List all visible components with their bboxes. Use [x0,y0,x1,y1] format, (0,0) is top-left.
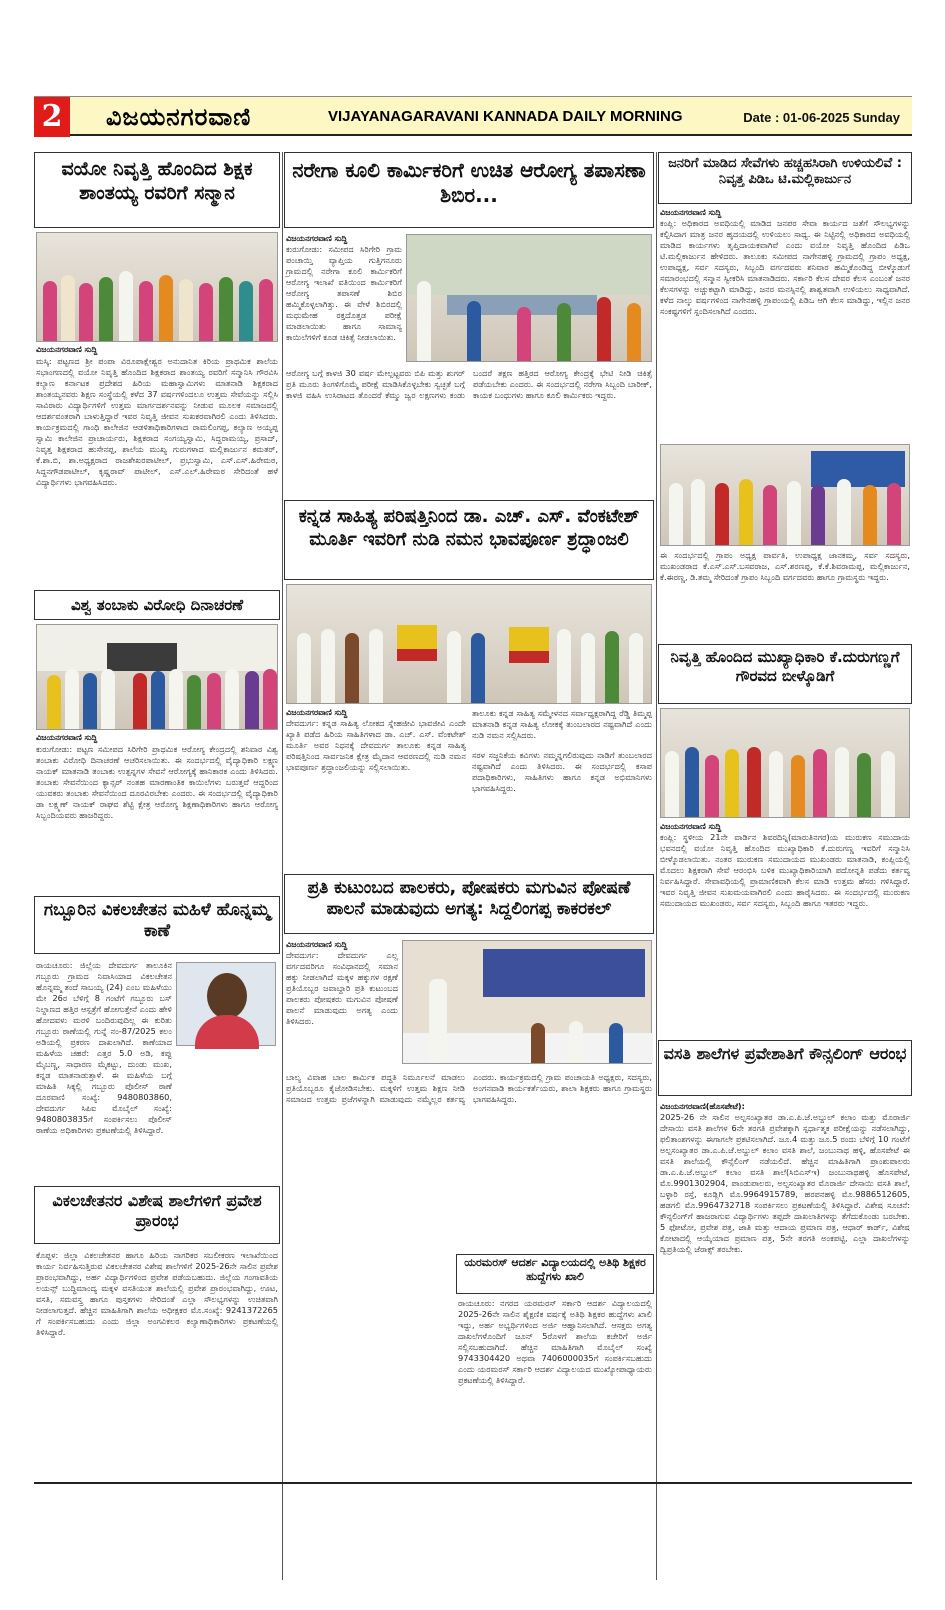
paper-name-english: VIJAYANAGARAVANI KANNADA DAILY MORNING [328,108,683,125]
photo-farewell [660,708,910,818]
photo-health-camp [406,234,652,362]
article-body-continued: ಸರಳ ಸಜ್ಜನಿಕೆಯ ಕವಿಗಳು ನಮ್ಮನ್ನಗಲಿರುವುದು ನಾಡಿಗೆ ತುಂಬಲಾರದ ನಷ್ಟವಾಗಿದೆ ಎಂದು ತಿಳಿಸಿದರು. ಈ ಸಂದರ್ಭದಲ್ಲಿ ಕಸಾಪ ಪದಾಧಿಕಾರಿಗಳು, ಸಾಹಿತಿಗಳು ಹಾಗೂ ಕನ್ನಡ ಅಭಿಮಾನಿಗಳು ಭಾಗವಹಿಸಿದ್ದರು. [472,750,652,793]
headline: ವಯೋ ನಿವೃತ್ತಿ ಹೊಂದಿದ ಶಿಕ್ಷಕ ಶಾಂತಯ್ಯ ರವರಿಗೆ ಸನ್ಮಾನ [61,158,253,204]
article-body: ದೇವದುರ್ಗ: ದೇವದುರ್ಗ ಎಲ್ಲ ವರ್ಗದವರಿಗೂ ಸಂವಿಧಾನದಲ್ಲಿ ಸಮಾನ ಹಕ್ಕು ನೀಡಲಾಗಿದೆ ಮಕ್ಕಳ ಹಕ್ಕುಗಳ ರಕ್ಷಣೆ ಪ್ರತಿಯೊಬ್ಬರ ಜವಾಬ್ದಾರಿ ಪ್ರತಿ ಕುಟುಂಬದ ಪಾಲಕರು ಪೋಷಕರು ಮಗುವಿನ ಪೋಷಣೆ ಪಾಲನೆ ಮಾಡುವುದು ಅಗತ್ಯ ಎಂದು ತಿಳಿಸಿದರು. [286,950,398,1026]
photo-tribute [286,584,652,704]
headline: ಕನ್ನಡ ಸಾಹಿತ್ಯ ಪರಿಷತ್ತಿನಿಂದ ಡಾ. ಎಚ್. ಎಸ್. ವೆಂಕಟೇಶ್ ಮೂರ್ತಿ ಇವರಿಗೆ ನುಡಿ ನಮನ ಭಾವಪೂರ್ಣ ಶ್ರದ್ಧಾಂಜಲಿ [298,506,640,550]
page-number: 2 [34,97,70,137]
headline: ನಿವೃತ್ತಿ ಹೊಂದಿದ ಮುಖ್ಯಾಧಿಕಾರಿ ಕೆ.ದುರುಗಣ್ಣಗೆ ಗೌರವದ ಬೀಳ್ಕೊಡಿಗೆ [670,648,900,685]
headline: ಪ್ರತಿ ಕುಟುಂಬದ ಪಾಲಕರು, ಪೋಷಕರು ಮಗುವಿನ ಪೋಷಣೆ ಪಾಲನೆ ಮಾಡುವುದು ಅಗತ್ಯ: ಸಿದ್ದಲಿಂಗಪ್ಪ ಕಾಕರಕಲ್ [307,878,631,920]
headline: ವಿಶ್ವ ತಂಬಾಕು ವಿರೋಧಿ ದಿನಾಚರಣೆ [70,596,244,614]
dateline: ವಿಜಯನಗರವಾಣಿ ಸುದ್ದಿ [286,940,348,949]
article-body-continued: ಬಾಲ್ಯ ವಿವಾಹ ಬಾಲ ಕಾರ್ಮಿಕ ಪದ್ಧತಿ ನಿರ್ಮೂಲನೆ ಮಾಡಲು ಪ್ರತಿಯೊಬ್ಬರೂ ಕೈಜೋಡಿಸಬೇಕು. ಮಕ್ಕಳಿಗೆ ಉತ್ತಮ ಶಿಕ್ಷಣ ನೀಡಿ ಸಮಾಜದ ಉತ್ತಮ ಪ್ರಜೆಗಳನ್ನಾಗಿ ಮಾಡುವುದು ನಮ್ಮೆಲ್ಲರ ಕರ್ತವ್ಯ ಎಂದರು. ಕಾರ್ಯಕ್ರಮದಲ್ಲಿ ಗ್ರಾಮ ಪಂಚಾಯತಿ ಅಧ್ಯಕ್ಷರು, ಸದಸ್ಯರು, ಅಂಗನವಾಡಿ ಕಾರ್ಯಕರ್ತೆಯರು, ಶಾಲಾ ಶಿಕ್ಷಕರು ಹಾಗೂ ಗ್ರಾಮಸ್ಥರು ಭಾಗವಹಿಸಿದ್ದರು. [286,1072,652,1104]
dateline: ವಿಜಯನಗರವಾಣಿ ಸುದ್ದಿ [286,234,348,243]
masthead [34,96,912,136]
paper-name-kannada: ವಿಜಯನಗರವಾಣಿ [106,103,252,131]
photo-pdo-felicitation [660,444,910,546]
photo-tobacco-day [36,624,278,730]
article-body-child-care-more [286,1258,450,1478]
dateline: ವಿಜಯನಗರವಾಣಿ ಸುದ್ದಿ [36,733,98,742]
headline: ನರೇಗಾ ಕೂಲಿ ಕಾರ್ಮಿಕರಿಗೆ ಉಚಿತ ಆರೋಗ್ಯ ತಪಾಸಣಾ ಶಿಬಿರ... [292,158,646,207]
headline: ಜನರಿಗೆ ಮಾಡಿದ ಸೇವೆಗಳು ಹಚ್ಚಹಸಿರಾಗಿ ಉಳಿಯಲಿವೆ : ನಿವೃತ್ತ ಪಿಡಿಒ ಟಿ.ಮಲ್ಲಿಕಾರ್ಜುನ [668,156,902,188]
headline: ಗಬ್ಬೂರಿನ ವಿಕಲಚೇತನ ಮಹಿಳೆ ಹೊನ್ನಮ್ಮ ಕಾಣೆ [43,900,271,942]
dateline: ವಿಜಯನಗರವಾಣಿ ಸುದ್ದಿ [660,822,722,831]
article-body-continued: ಈ ಸಂದರ್ಭದಲ್ಲಿ ಗ್ರಾಪಂ ಅಧ್ಯಕ್ಷ ಪಾರ್ವತಿ, ಉಪಾಧ್ಯಕ್ಷ ಜಾನಕಮ್ಮ, ಸರ್ವ ಸದಸ್ಯರು, ಮುಖಂಡರಾದ ಕೆ.ಎಸ್.ಎಸ್.ಬಸವರಾಜ, ಎಸ್.ಶರಣಪ್ಪ, ಕೆ.ಕೆ.ಶಿವರಾಮಪ್ಪ, ಮಲ್ಲಿಕಾರ್ಜುನ, ಕೆ.ಈರಣ್ಣ, ಡಿ.ತಮ್ಮ ಸೇರಿದಂತೆ ಗ್ರಾಪಂ ಸಿಬ್ಬಂದಿ ವರ್ಗದವರು ಹಾಗೂ ಗ್ರಾಮಸ್ಥರು ಇದ್ದರು. [660,550,910,582]
article-body-right: ತಾಲೂಕು ಕನ್ನಡ ಸಾಹಿತ್ಯ ಸಮ್ಮೇಳನದ ಸರ್ವಾಧ್ಯಕ್ಷರಾಗಿದ್ದ ರೆಡ್ಡಿ ತಿಮ್ಮಪ್ಪ ಮಾತನಾಡಿ ಕನ್ನಡ ಸಾಹಿತ್ಯ ಲೋಕಕ್ಕೆ ತುಂಬಲಾರದ ನಷ್ಟವಾಗಿದೆ ಎಂದು ನುಡಿ ನಮನ ಸಲ್ಲಿಸಿದರು. [472,708,652,740]
headline: ಯರಮರಸ್ ಆದರ್ಶ ವಿದ್ಯಾಲಯದಲ್ಲಿ ಅತಿಥಿ ಶಿಕ್ಷಕರ ಹುದ್ದೆಗಳು ಖಾಲಿ [464,1256,646,1283]
article-body: ದೇವದುರ್ಗ: ಕನ್ನಡ ಸಾಹಿತ್ಯ ಲೋಕದ ಸ್ನೇಹಜೀವಿ ಭಾವಜೀವಿ ಎಂದೇ ಖ್ಯಾತಿ ಪಡೆದ ಹಿರಿಯ ಸಾಹಿತಿಗಳಾದ ಡಾ. ಎಚ್. ಎಸ್. ವೆಂಕಟೇಶ್ ಮೂರ್ತಿ ಅವರ ನಿಧನಕ್ಕೆ ದೇವದುರ್ಗ ತಾಲೂಕು ಕನ್ನಡ ಸಾಹಿತ್ಯ ಪರಿಷತ್ತಿನಿಂದ ಸಾರ್ವಜನಿಕ ಕ್ಷೇತ್ರ ಮೈದಾನ ಆವರಣದಲ್ಲಿ ನುಡಿ ನಮನ ಭಾವಪೂರ್ಣ ಶ್ರದ್ಧಾಂಜಲಿಯನ್ನು ಸಲ್ಲಿಸಲಾಯಿತು. [286,718,466,772]
article-body-continued: ಆರೋಗ್ಯ ಬಗ್ಗೆ ಕಾಳಜಿ 30 ವರ್ಷ ಮೇಲ್ಪಟ್ಟವರು ಬಿಪಿ ಮತ್ತು ಶುಗರ್ ಪ್ರತಿ ಮೂರು ತಿಂಗಳಿಗೊಮ್ಮೆ ಪರೀಕ್ಷೆ ಮಾಡಿಸಿಕೊಳ್ಳಬೇಕು ಸ್ವಚ್ಛತೆ ಬಗ್ಗೆ ಕಾಳಜಿ ವಹಿಸಿ ಉಸಿರಾಟದ ತೊಂದರೆ ಕೆಮ್ಮು ಜ್ವರ ಲಕ್ಷಣಗಳು ಕಂಡು ಬಂದರೆ ತಕ್ಷಣ ಹತ್ತಿರದ ಆರೋಗ್ಯ ಕೇಂದ್ರಕ್ಕೆ ಭೇಟಿ ನೀಡಿ ಚಿಕಿತ್ಸೆ ಪಡೆಯಬೇಕು ಎಂದರು. ಈ ಸಂದರ್ಭದಲ್ಲಿ ನರೇಗಾ ಸಿಬ್ಬಂದಿ ಬಾರೀಕ್, ಕಾಯಕ ಬಂಧುಗಳು ಹಾಗೂ ಕೂಲಿ ಕಾರ್ಮಿಕರು ಇದ್ದರು. [286,368,652,400]
photo-felicitation [36,232,278,342]
article-body: ರಾಯಚೂರು: ಜಿಲ್ಲೆಯ ದೇವದುರ್ಗ ತಾಲೂಕಿನ ಗಬ್ಬೂರು ಗ್ರಾಮದ ನಿವಾಸಿಯಾದ ವಿಕಲಚೇತನ ಹೊನ್ನಮ್ಮ ತಂದೆ ಸಾಬಯ್ಯ (24) ಎಂಬ ಮಹಿಳೆಯು ಮೇ 26ರ ಬೆಳಿಗ್ಗೆ 8 ಗಂಟೆಗೆ ಗಬ್ಬೂರು ಬಸ್ ನಿಲ್ದಾಣದ ಹತ್ತಿರ ಆಸ್ಪತ್ರೆಗೆ ಹೋಗುತ್ತೇನೆ ಎಂದು ಹೇಳಿ ಹೋದವಳು ಮರಳಿ ಬಂದಿರುವುದಿಲ್ಲ ಈ ಕುರಿತು ಗಬ್ಬೂರು ಠಾಣೆಯಲ್ಲಿ ಗುನ್ನೆ ನಂ-87/2025 ಕಲಂ ಅಡಿಯಲ್ಲಿ ಪ್ರಕರಣ ದಾಖಲಾಗಿದೆ. ಕಾಣೆಯಾದ ಮಹಿಳೆಯ ಚಹರೆ: ಎತ್ತರ 5.0 ಅಡಿ, ಕಪ್ಪು ಮೈಬಣ್ಣ, ಸಾಧಾರಣ ಮೈಕಟ್ಟು, ದುಂಡು ಮುಖ, ಕನ್ನಡ ಮಾತನಾಡುತ್ತಾಳೆ. ಈ ಮಹಿಳೆಯ ಬಗ್ಗೆ ಮಾಹಿತಿ ಸಿಕ್ಕಲ್ಲಿ ಗಬ್ಬೂರು ಪೊಲೀಸ್ ಠಾಣೆ ದೂರವಾಣಿ ಸಂಖ್ಯೆ: 9480803860, ದೇವದುರ್ಗ ಸಿಪಿಐ ಮೊಬೈಲ್ ಸಂಖ್ಯೆ: 9480803835ಗೆ ಸಂಪರ್ಕಿಸಲು ಪೊಲೀಸ್ ಠಾಣೆಯ ಅಧಿಕಾರಿಗಳು ಪ್ರಕಟಣೆಯಲ್ಲಿ ತಿಳಿಸಿದ್ದಾರೆ. [36,960,172,1135]
article-body: ರಾಯಚೂರು: ನಗರದ ಯರಮರಸ್ ಸರ್ಕಾರಿ ಆದರ್ಶ ವಿದ್ಯಾಲಯದಲ್ಲಿ 2025-26ನೇ ಸಾಲಿನ ಶೈಕ್ಷಣಿಕ ವರ್ಷಕ್ಕೆ ಅತಿಥಿ ಶಿಕ್ಷಕರ ಹುದ್ದೆಗಳು ಖಾಲಿ ಇದ್ದು, ಅರ್ಹ ಅಭ್ಯರ್ಥಿಗಳಿಂದ ಅರ್ಜಿ ಆಹ್ವಾನಿಸಲಾಗಿದೆ. ಆಸಕ್ತರು ಅಗತ್ಯ ದಾಖಲೆಗಳೊಂದಿಗೆ ಜೂನ್ 5ರೊಳಗೆ ಶಾಲೆಯ ಕಚೇರಿಗೆ ಅರ್ಜಿ ಸಲ್ಲಿಸಬಹುದಾಗಿದೆ. ಹೆಚ್ಚಿನ ಮಾಹಿತಿಗಾಗಿ ಮೊಬೈಲ್ ಸಂಖ್ಯೆ 9743304420 ಅಥವಾ 7406000035ಗೆ ಸಂಪರ್ಕಿಸಬಹುದು ಎಂದು ಯರಮರಸ್ ಸರ್ಕಾರಿ ಆದರ್ಶ ವಿದ್ಯಾಲಯದ ಮುಖ್ಯೋಪಾಧ್ಯಾಯರು ಪ್ರಕಟಣೆಯಲ್ಲಿ ತಿಳಿಸಿದ್ದಾರೆ. [458,1298,652,1385]
page-date: Date : 01-06-2025 Sunday [743,110,900,125]
article-body: ಮಸ್ಕಿ: ಪಟ್ಟಣದ ಶ್ರೀ ಪಂಪಾ ವಿರೂಪಾಕ್ಷೇಶ್ವರ ಅನುದಾನಿತ ಕಿರಿಯ ಪ್ರಾಥಮಿಕ ಶಾಲೆಯ ಸಭಾಂಗಣದಲ್ಲಿ ವಯೋ ನಿವೃತ್ತಿ ಹೊಂದಿದ ಶಿಕ್ಷಕರಾದ ಶಾಂತಯ್ಯ ರವರಿಗೆ ಸನ್ಮಾನಿಸಿ ಗೌರವಿಸಿ ಕಲ್ಯಾಣ ಕರ್ನಾಟಕ ಪ್ರದೇಶದ ಹಿರಿಯ ಮಹಾಸ್ವಾಮಿಗಳು ಮಾತನಾಡಿ ಶಿಕ್ಷಕರಾದ ಶಾಂತಯ್ಯನವರು ಶಿಕ್ಷಣ ಸಂಸ್ಥೆಯಲ್ಲಿ ಕಳೆದ 37 ವರ್ಷಗಳಿಂದಲೂ ಉತ್ತಮ ಸೇವೆಯನ್ನು ಸಲ್ಲಿಸಿ ಸಾವಿರಾರು ವಿದ್ಯಾರ್ಥಿಗಳಿಗೆ ಉತ್ತಮ ಮಾರ್ಗದರ್ಶನವನ್ನು ನೀಡುವ ಮೂಲಕ ಸಮಾಜದಲ್ಲಿ ಆದರ್ಶವಂತರಾಗಿ ಬಾಳುತ್ತಿದ್ದಾರೆ ಇವರ ನಿವೃತ್ತಿ ಜೀವನ ಸುಖಕರವಾಗಿರಲಿ ಎಂದು ತಿಳಿಸಿದರು. ಕಾರ್ಯಕ್ರಮದಲ್ಲಿ ಗಾಂಧಿ ಕಾಲೇಜಿನ ಆಡಳಿತಾಧಿಕಾರಿಗಳಾದ ರಾಮಲಿಂಗಪ್ಪ, ಕಲ್ಯಾಣ ಅಯ್ಯಪ್ಪ ಸ್ವಾಮಿ ಕಾಲೇಜಿನ ಪ್ರಾಚಾರ್ಯರು, ಶಿಕ್ಷಕರಾದ ಸಂಗಯ್ಯಸ್ವಾಮಿ, ಸಿದ್ದರಾಮಯ್ಯ, ಪ್ರಸಾದ್, ನಿವೃತ್ತ ಶಿಕ್ಷಕರಾದ ಹುಸೇನಪ್ಪ, ಶಾಲೆಯ ಮುಖ್ಯ ಗುರುಗಳಾದ ಮಲ್ಲಿಕಾರ್ಜುನ ಕಮತರ್, ಕೆ.ಶಾ.ಬಿ, ಶಾ.ಅಧ್ಯಕ್ಷರಾದ ರಾಜಶೇಖರಪಾಟೀಲ್, ಪ್ರಭುಸ್ವಾಮಿ, ಎಸ್.ಎಸ್.ಹಿರೇಮಠ, ಸಿದ್ದನಗೌಡಪಾಟೀಲ್, ಕೃಷ್ಣರಾವ್ ಪಾಟೀಲ್, ಎಸ್.ಎಲ್.ಹಿರೇಮಠ ಸೇರಿದಂತೆ ಹಳೆ ವಿದ್ಯಾರ್ಥಿಗಳು ಭಾಗವಹಿಸಿದರು. [36,356,278,487]
headline: ವಿಕಲಚೇತನರ ವಿಶೇಷ ಶಾಲೆಗಳಿಗೆ ಪ್ರವೇಶ ಪ್ರಾರಂಭ [52,1191,262,1230]
dateline: ವಿಜಯನಗರವಾಣಿ ಸುದ್ದಿ [36,345,98,354]
photo-missing-woman [176,962,276,1046]
article-body: ಕೊಪ್ಪಳ: ಜಿಲ್ಲಾ ವಿಕಲಚೇತನರ ಹಾಗೂ ಹಿರಿಯ ನಾಗರಿಕರ ಸಬಲೀಕರಣ ಇಲಾಖೆಯಿಂದ ಕಾರ್ಯ ನಿರ್ವಹಿಸುತ್ತಿರುವ ವಿಕಲಚೇತನರ ವಿಶೇಷ ಶಾಲೆಗಳಿಗೆ 2025-26ನೇ ಸಾಲಿನ ಪ್ರವೇಶ ಪ್ರಾರಂಭವಾಗಿದ್ದು, ಅರ್ಹ ವಿದ್ಯಾರ್ಥಿಗಳಿಂದ ಪ್ರವೇಶ ಪಡೆಯಬಹುದು. ಜಿಲ್ಲೆಯ ಗಂಗಾವತಿಯ ಲಯನ್ಸ್ ಬುದ್ಧಿಮಾಂದ್ಯ ಮಕ್ಕಳ ವಸತಿಯುತ ಶಾಲೆಯಲ್ಲಿ ಪ್ರವೇಶ ಪ್ರಾರಂಭವಾಗಿದ್ದು, ಊಟ, ವಸತಿ, ಸಮವಸ್ತ್ರ ಹಾಗೂ ಪುಸ್ತಕಗಳು ಸೇರಿದಂತೆ ಎಲ್ಲಾ ಸೌಲಭ್ಯಗಳನ್ನು ಉಚಿತವಾಗಿ ನೀಡಲಾಗುತ್ತದೆ. ಹೆಚ್ಚಿನ ಮಾಹಿತಿಗಾಗಿ ಶಾಲೆಯ ಅಧೀಕ್ಷಕರ ಮೊ.ಸಂಖ್ಯೆ: 9241372265 ಗೆ ಸಂಪರ್ಕಿಸಬಹುದು ಎಂದು ಜಿಲ್ಲಾ ಅಂಗವಿಕಲರ ಕಲ್ಯಾಣಾಧಿಕಾರಿಗಳು ಪ್ರಕಟಣೆಯಲ್ಲಿ ತಿಳಿಸಿದ್ದಾರೆ. [36,1250,278,1337]
column-rule [656,152,657,1580]
article-body: ಕಂಪ್ಲಿ: ಅಧಿಕಾರದ ಅವಧಿಯಲ್ಲಿ ಮಾಡಿದ ಜನಪರ ಸೇವಾ ಕಾರ್ಯದ ಜತೆಗೆ ಸೌಲಭ್ಯಗಳನ್ನು ಕಲ್ಪಿಸಿದಾಗ ಮಾತ್ರ ಜನರ ಹೃದಯದಲ್ಲಿ ಉಳಿಯಲು ಸಾಧ್ಯ. ಈ ನಿಟ್ಟಿನಲ್ಲಿ ಅಧಿಕಾರದ ಅವಧಿಯಲ್ಲಿ ಮಾಡಿದ ಕಾರ್ಯಗಳು ತೃಪ್ತಿದಾಯಕವಾಗಿವೆ ಎಂದು ವಯೋ ನಿವೃತ್ತಿ ಹೊಂದಿದ ಪಿಡಿಒ ಟಿ.ಮಲ್ಲಿಕಾರ್ಜುನ ಹೇಳಿದರು. ತಾಲೂಕು ಸಮೀಪದ ನಾಗೇನಹಳ್ಳಿ ಗ್ರಾಮದಲ್ಲಿ ಗ್ರಾಪಂ ಅಧ್ಯಕ್ಷ, ಉಪಾಧ್ಯಕ್ಷ, ಸರ್ವ ಸದಸ್ಯರು, ಸಿಬ್ಬಂದಿ ವರ್ಗದವರು ಶನಿವಾರ ಹಮ್ಮಿಕೊಂಡಿದ್ದ ಬೀಳ್ಕೊಡುಗೆ ಸಮಾರಂಭದಲ್ಲಿ ಸನ್ಮಾನ ಸ್ವೀಕರಿಸಿ ಮಾತನಾಡಿದರು. ಸರ್ಕಾರಿ ಕೆಲಸ ದೇವರ ಕೆಲಸ ಎಂಬಂತೆ ಜನರ ಕೆಲಸಗಳನ್ನು ಅಚ್ಚುಕಟ್ಟಾಗಿ ಮಾಡಿದ್ದು, ಜನರ ಮನಸ್ಸಿನಲ್ಲಿ ಶಾಶ್ವತವಾಗಿ ಉಳಿಯಲು ಸಾಧ್ಯವಾಗಿದೆ. ಕಳೆದ ನಾಲ್ಕು ವರ್ಷಗಳಿಂದ ನಾಗೇನಹಳ್ಳಿ ಗ್ರಾಪಂಯಲ್ಲಿ ಪಿಡಿಒ ಆಗಿ ಕೆಲಸ ಮಾಡಿದ್ದು, ಇಲ್ಲಿನ ಜನರ ಸಂಕಷ್ಟಗಳಿಗೆ ಸ್ಪಂದಿಸಲಾಗಿದೆ ಎಂದರು. [660,218,910,316]
dateline: ವಿಜಯನಗರವಾಣಿ(ಹೊಸಪೇಟೆ): [660,1102,745,1111]
column-rule [282,152,283,1580]
article-body: ಕಂಪ್ಲಿ: ಸ್ಥಳೀಯ 21ನೇ ವಾರ್ಡಿನ ಶಿವರದಿನ್ನಿ(ಮಾರುತಿನಗರ)ಯ ಮುರುಕಣ ಸಮುದಾಯ ಭವನದಲ್ಲಿ ವಯೋ ನಿವೃತ್ತಿ ಹೊಂದಿದ ಮುಖ್ಯಾಧಿಕಾರಿ ಕೆ.ದುರುಗಣ್ಣ ಇವರಿಗೆ ಸನ್ಮಾನಿಸಿ ಬೀಳ್ಕೊಡಲಾಯಿತು. ನಂತರ ಮುರುಕಣ ಸಮುದಾಯದ ಮುಖಂಡರು ಮಾತನಾಡಿ, ಕಂಪ್ಲಿಯಲ್ಲಿ ಮೊದಲು ಶಿಕ್ಷಕರಾಗಿ ಸೇವೆ ಆರಂಭಿಸಿ ಬಳಿಕ ಮುಖ್ಯಾಧಿಕಾರಿಯಾಗಿ ಪದೋನ್ನತಿ ಪಡೆದು ಕರ್ತವ್ಯ ನಿರ್ವಹಿಸಿದ್ದಾರೆ. ಸೇವಾವಧಿಯಲ್ಲಿ ಪ್ರಾಮಾಣಿಕವಾಗಿ ಕೆಲಸ ಮಾಡಿ ಉತ್ತಮ ಹೆಸರು ಗಳಿಸಿದ್ದಾರೆ. ಇವರ ನಿವೃತ್ತಿ ಜೀವನ ಸುಖಮಯವಾಗಿರಲಿ ಎಂದು ಹಾರೈಸಿದರು. ಈ ಸಂದರ್ಭದಲ್ಲಿ ಮುರುಕಣ ಸಮುದಾಯದ ಮುಖಂಡರು, ಸರ್ವ ಸದಸ್ಯರು, ಸಿಬ್ಬಂದಿ ಹಾಗೂ ಇತರರು ಇದ್ದರು. [660,832,910,908]
article-body: ಕುರುಗೋಡು: ಸಮೀಪದ ಸಿರಿಗೇರಿ ಗ್ರಾಮ ಪಂಚಾಯ್ತಿ ವ್ಯಾಪ್ತಿಯ ಗುತ್ತಿಗನೂರು ಗ್ರಾಮದಲ್ಲಿ ನರೇಗಾ ಕೂಲಿ ಕಾರ್ಮಿಕರಿಗೆ ಆರೋಗ್ಯ ಇಲಾಖೆ ವತಿಯಿಂದ ಕಾರ್ಮಿಕರಿಗೆ ಆರೋಗ್ಯ ತಪಾಸಣೆ ಶಿಬಿರ ಹಮ್ಮಿಕೊಳ್ಳಲಾಗಿತ್ತು. ಈ ವೇಳೆ ಶಿಬಿರದಲ್ಲಿ ಮಧುಮೇಹ ರಕ್ತದೊತ್ತಡ ಪರೀಕ್ಷೆ ಮಾಡಲಾಯಿತು ಹಾಗೂ ಸಾಮಾನ್ಯ ಕಾಯಿಲೆಗಳಿಗೆ ಕೂಡ ಚಿಕಿತ್ಸೆ ನೀಡಲಾಯಿತು. [286,244,402,342]
dateline: ವಿಜಯನಗರವಾಣಿ ಸುದ್ದಿ [660,208,722,217]
article-body: 2025-26 ನೇ ಸಾಲಿನ ಅಲ್ಪಸಂಖ್ಯಾತರ ಡಾ.ಎ.ಪಿ.ಜೆ.ಅಬ್ದುಲ್ ಕಲಾಂ ಮತ್ತು ಮೊರಾರ್ಜಿ ದೇಸಾಯಿ ವಸತಿ ಶಾಲೆಗಳ 6ನೇ ತರಗತಿ ಪ್ರವೇಶಕ್ಕಾಗಿ ಸ್ಪರ್ಧಾತ್ಮಕ ಪರೀಕ್ಷೆಯನ್ನು ನಡೆಸಲಾಗಿದ್ದು, ಫಲಿತಾಂಶಗಳನ್ನು ಈಗಾಗಲೇ ಪ್ರಕಟಿಸಲಾಗಿದೆ. ಜೂ.4 ಮತ್ತು ಜೂ.5 ರಂದು ಬೆಳಿಗ್ಗೆ 10 ಗಂಟೆಗೆ ಅಲ್ಪಸಂಖ್ಯಾತರ ಡಾ.ಎ.ಪಿ.ಜೆ.ಅಬ್ದುಲ್ ಕಲಾಂ ವಸತಿ ಶಾಲೆ, ಜಂಬುನಾಥ ಹಳ್ಳಿ, ಹೊಸಪೇಟೆ ಈ ವಸತಿ ಶಾಲೆಯಲ್ಲಿ ಕೌನ್ಸೆಲಿಂಗ್ ನಡೆಯಲಿದೆ. ಹೆಚ್ಚಿನ ಮಾಹಿತಿಗಾಗಿ ಪ್ರಾಂಶುಪಾಲರು ಡಾ.ಎ.ಪಿ.ಜೆ.ಅಬ್ದುಲ್ ಕಲಾಂ ವಸತಿ ಶಾಲೆ(ಸಿಬಿಎಸ್‌ಇ) ಜಂಬುನಾಥಹಳ್ಳಿ ಹೊಸಪೇಟೆ, ಮೊ.9901302904, ಪಾಂಡುಪಾಲರು, ಅಲ್ಪಸಂಖ್ಯಾತರ ಮೊರಾರ್ಜಿ ದೇಸಾಯಿ ವಸತಿ ಶಾಲೆ, ಬಳ್ಳಾರಿ ರಸ್ತೆ, ಕೂಡ್ಲಿಗಿ ಮೊ.9964915789, ಹರಪನಹಳ್ಳಿ ಮೊ.9886512605, ಹಡಗಲಿ ಮೊ.9964732718 ಸಂಪರ್ಕಿಸಲು ಪ್ರಕಟಣೆಯಲ್ಲಿ ತಿಳಿಸಿದ್ದಾರೆ. ವಿಶೇಷ ಸೂಚನೆ: ಕೌನ್ಸಲಿಂಗ್‌ಗೆ ಹಾಜರಾಗುವ ವಿದ್ಯಾರ್ಥಿಗಳು ತಪ್ಪದೇ ದಾಖಲಾತಿಗಳನ್ನು ತೆಗೆದುಕೊಂಡು ಬರಬೇಕು. 5 ಫೋಟೋ, ಪ್ರವೇಶ ಪತ್ರ, ಜಾತಿ ಮತ್ತು ಆದಾಯ ಪ್ರಮಾಣ ಪತ್ರ, ಆಧಾರ್ ಕಾರ್ಡ್, ವಿಶೇಷ ಕೋಟಾದಲ್ಲಿ ಆಯ್ಕೆಯಾದ ಪ್ರಮಾಣ ಪತ್ರ, 5ನೇ ತರಗತಿ ಅಂಕಪಟ್ಟಿ, ಎಲ್ಲಾ ದಾಖಲೆಗಳನ್ನು ದ್ವಿಪ್ರತಿಯಲ್ಲಿ ಜೆರಾಕ್ಸ್ ತರಬೇಕು. [660,1112,910,1254]
photo-child-care-event [402,940,652,1064]
dateline: ವಿಜಯನಗರವಾಣಿ ಸುದ್ದಿ [286,708,348,717]
article-body: ಕುರುಗೋಡು: ಪಟ್ಟಣ ಸಮೀಪದ ಸಿರಿಗೇರಿ ಪ್ರಾಥಮಿಕ ಆರೋಗ್ಯ ಕೇಂದ್ರದಲ್ಲಿ ಶನಿವಾರ ವಿಶ್ವ ತಂಬಾಕು ವಿರೋಧಿ ದಿನಾಚರಣೆ ಆಚರಿಸಲಾಯಿತು. ಈ ಸಂದರ್ಭದಲ್ಲಿ ವೈದ್ಯಾಧಿಕಾರಿ ಲಕ್ಷ್ಮಣ ನಾಯಕ್ ಮಾತನಾಡಿ ತಂಬಾಕು ಉತ್ಪನ್ನಗಳ ಸೇವನೆ ಆರೋಗ್ಯಕ್ಕೆ ಹಾನಿಕಾರಕ ಎಂದು ತಿಳಿಸಿದರು. ತಂಬಾಕು ಸೇವನೆಯಿಂದ ಕ್ಯಾನ್ಸರ್ ನಂತಹ ಮಾರಣಾಂತಿಕ ಕಾಯಿಲೆಗಳು ಬರುತ್ತವೆ ಆದ್ದರಿಂದ ಯುವಕರು ತಂಬಾಕು ಸೇವನೆಯಿಂದ ದೂರವಿರಬೇಕು ಎಂದರು. ಈ ಸಂದರ್ಭದಲ್ಲಿ ವೈದ್ಯಾಧಿಕಾರಿ ಡಾ ಲಕ್ಷ್ಮಣ್ ನಾಯಕ್ ರಾಘವ ಶೆಟ್ಟಿ ಕ್ಷೇತ್ರ ಆರೋಗ್ಯ ಶಿಕ್ಷಣಾಧಿಕಾರಿಗಳು ಹಾಗೂ ಆರೋಗ್ಯ ಸಿಬ್ಬಂದಿಯವರು ಹಾಜರಿದ್ದರು. [36,744,278,820]
article-body-continued [36,1048,278,1176]
headline: ವಸತಿ ಶಾಲೆಗಳ ಪ್ರವೇಶಾತಿಗೆ ಕೌನ್ಸಲಿಂಗ್ ಆರಂಭ [663,1044,907,1063]
page-bottom-rule [34,1482,912,1484]
